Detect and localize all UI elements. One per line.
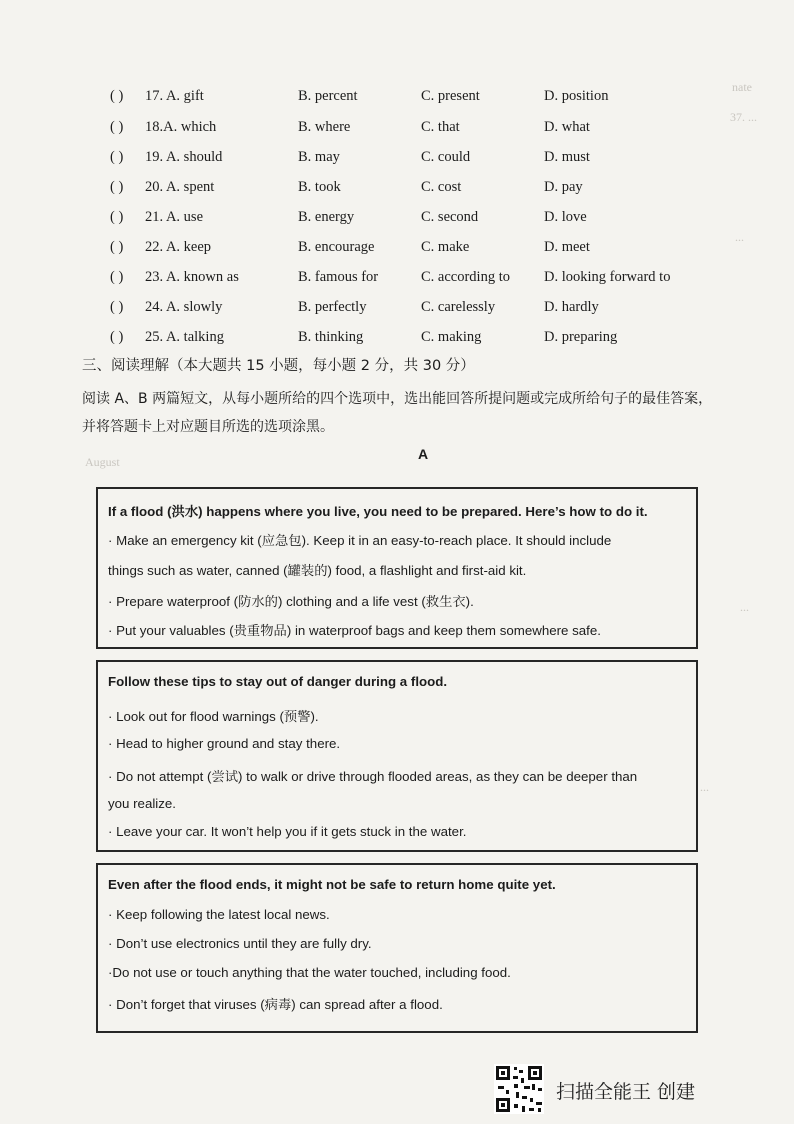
option-a: 25. A. talking [145, 329, 224, 345]
bleed-through-text: 37. ... [730, 110, 757, 124]
question-row [110, 115, 710, 139]
option-c: C. make [421, 239, 470, 255]
question-row [110, 175, 710, 199]
scanner-watermark: 扫描全能王 创建 [556, 1081, 696, 1103]
bleed-through-text: August [85, 455, 120, 469]
option-d: D. position [544, 88, 609, 104]
answer-blank: ( ) [110, 239, 124, 255]
question-row [110, 205, 710, 229]
option-a: 20. A. spent [145, 179, 215, 195]
tip-line: · Look out for flood warnings (预警). [108, 709, 319, 724]
section-instruction: 阅读 A、B 两篇短文，从每小题所给的四个选项中，选出能回答所提问题或完成所给句子的最佳答案， [82, 391, 713, 407]
option-a: 21. A. use [145, 209, 203, 225]
option-d: D. pay [544, 179, 583, 195]
option-a: 17. A. gift [145, 88, 204, 104]
option-d: D. preparing [544, 329, 618, 345]
tip-line: · Don’t use electronics until they are fully dry. [108, 936, 372, 951]
answer-blank: ( ) [110, 329, 124, 345]
option-a: 19. A. should [145, 149, 223, 165]
tip-line: things such as water, canned (罐装的) food, a flashlight and first-aid kit. [108, 563, 527, 578]
option-d: D. looking forward to [544, 269, 671, 285]
box-heading: Follow these tips to stay out of danger during a flood. [108, 674, 448, 689]
section-title: 三、阅读理解（本大题共 15 小题，每小题 2 分，共 30 分） [82, 358, 475, 374]
tip-line: · Put your valuables (贵重物品) in waterproof bags and keep them somewhere safe. [108, 623, 601, 638]
answer-blank: ( ) [110, 299, 124, 315]
question-row [110, 145, 710, 169]
option-c: C. that [421, 119, 460, 135]
tip-line: · Head to higher ground and stay there. [108, 736, 341, 751]
question-row [110, 265, 710, 289]
tip-line: · Prepare waterproof (防水的) clothing and a life vest (救生衣). [108, 594, 474, 609]
question-row [110, 84, 710, 108]
question-row [110, 325, 710, 349]
option-c: C. carelessly [421, 299, 496, 315]
bleed-through-text: ... [735, 230, 744, 244]
answer-blank: ( ) [110, 119, 124, 135]
tip-line: ·Do not use or touch anything that the water touched, including food. [108, 965, 511, 980]
option-b: B. energy [298, 209, 355, 225]
tip-line: · Do not attempt (尝试) to walk or drive through flooded areas, as they can be deeper than [108, 769, 638, 784]
option-c: C. cost [421, 179, 462, 195]
bleed-through-text: ... [700, 780, 709, 794]
question-row [110, 235, 710, 259]
option-a: 22. A. keep [145, 239, 212, 255]
tips-box-after-flood [96, 863, 698, 1033]
tip-line: · Make an emergency kit (应急包). Keep it in an easy-to-reach place. It should include [108, 533, 612, 548]
tip-line: · Keep following the latest local news. [108, 907, 330, 922]
bleed-through-text: ... [740, 600, 749, 614]
answer-blank: ( ) [110, 179, 124, 195]
answer-blank: ( ) [110, 209, 124, 225]
option-c: C. present [421, 88, 480, 104]
answer-blank: ( ) [110, 88, 124, 104]
section-instruction-cont: 并将答题卡上对应题目所选的选项涂黑。 [82, 419, 334, 435]
option-d: D. must [544, 149, 590, 165]
option-b: B. took [298, 179, 341, 195]
box-heading: Even after the flood ends, it might not be safe to return home quite yet. [108, 877, 556, 892]
option-d: D. hardly [544, 299, 599, 315]
option-b: B. perfectly [298, 299, 367, 315]
option-a: 24. A. slowly [145, 299, 223, 315]
option-a: 18.A. which [145, 119, 217, 135]
option-c: C. according to [421, 269, 510, 285]
answer-blank: ( ) [110, 149, 124, 165]
option-c: C. making [421, 329, 482, 345]
option-b: B. where [298, 119, 351, 135]
answer-blank: ( ) [110, 269, 124, 285]
tips-box-before-flood [96, 487, 698, 649]
bleed-through-text: nate [732, 80, 752, 94]
option-b: B. famous for [298, 269, 379, 285]
question-row [110, 295, 710, 319]
option-c: C. second [421, 209, 479, 225]
option-b: B. percent [298, 88, 358, 104]
tip-line: you realize. [108, 796, 176, 811]
tip-line: · Don’t forget that viruses (病毒) can spread after a flood. [108, 997, 443, 1012]
option-c: C. could [421, 149, 471, 165]
tips-box-during-flood [96, 660, 698, 852]
passage-label: A [418, 446, 429, 462]
option-b: B. may [298, 149, 340, 165]
qr-code-icon [494, 1064, 544, 1114]
option-d: D. love [544, 209, 587, 225]
option-d: D. meet [544, 239, 590, 255]
option-a: 23. A. known as [145, 269, 239, 285]
tip-line: · Leave your car. It won’t help you if it gets stuck in the water. [108, 824, 467, 839]
option-d: D. what [544, 119, 590, 135]
box-heading: If a flood (洪水) happens where you live, you need to be prepared. Here’s how to do it. [108, 504, 648, 519]
option-b: B. encourage [298, 239, 375, 255]
option-b: B. thinking [298, 329, 364, 345]
